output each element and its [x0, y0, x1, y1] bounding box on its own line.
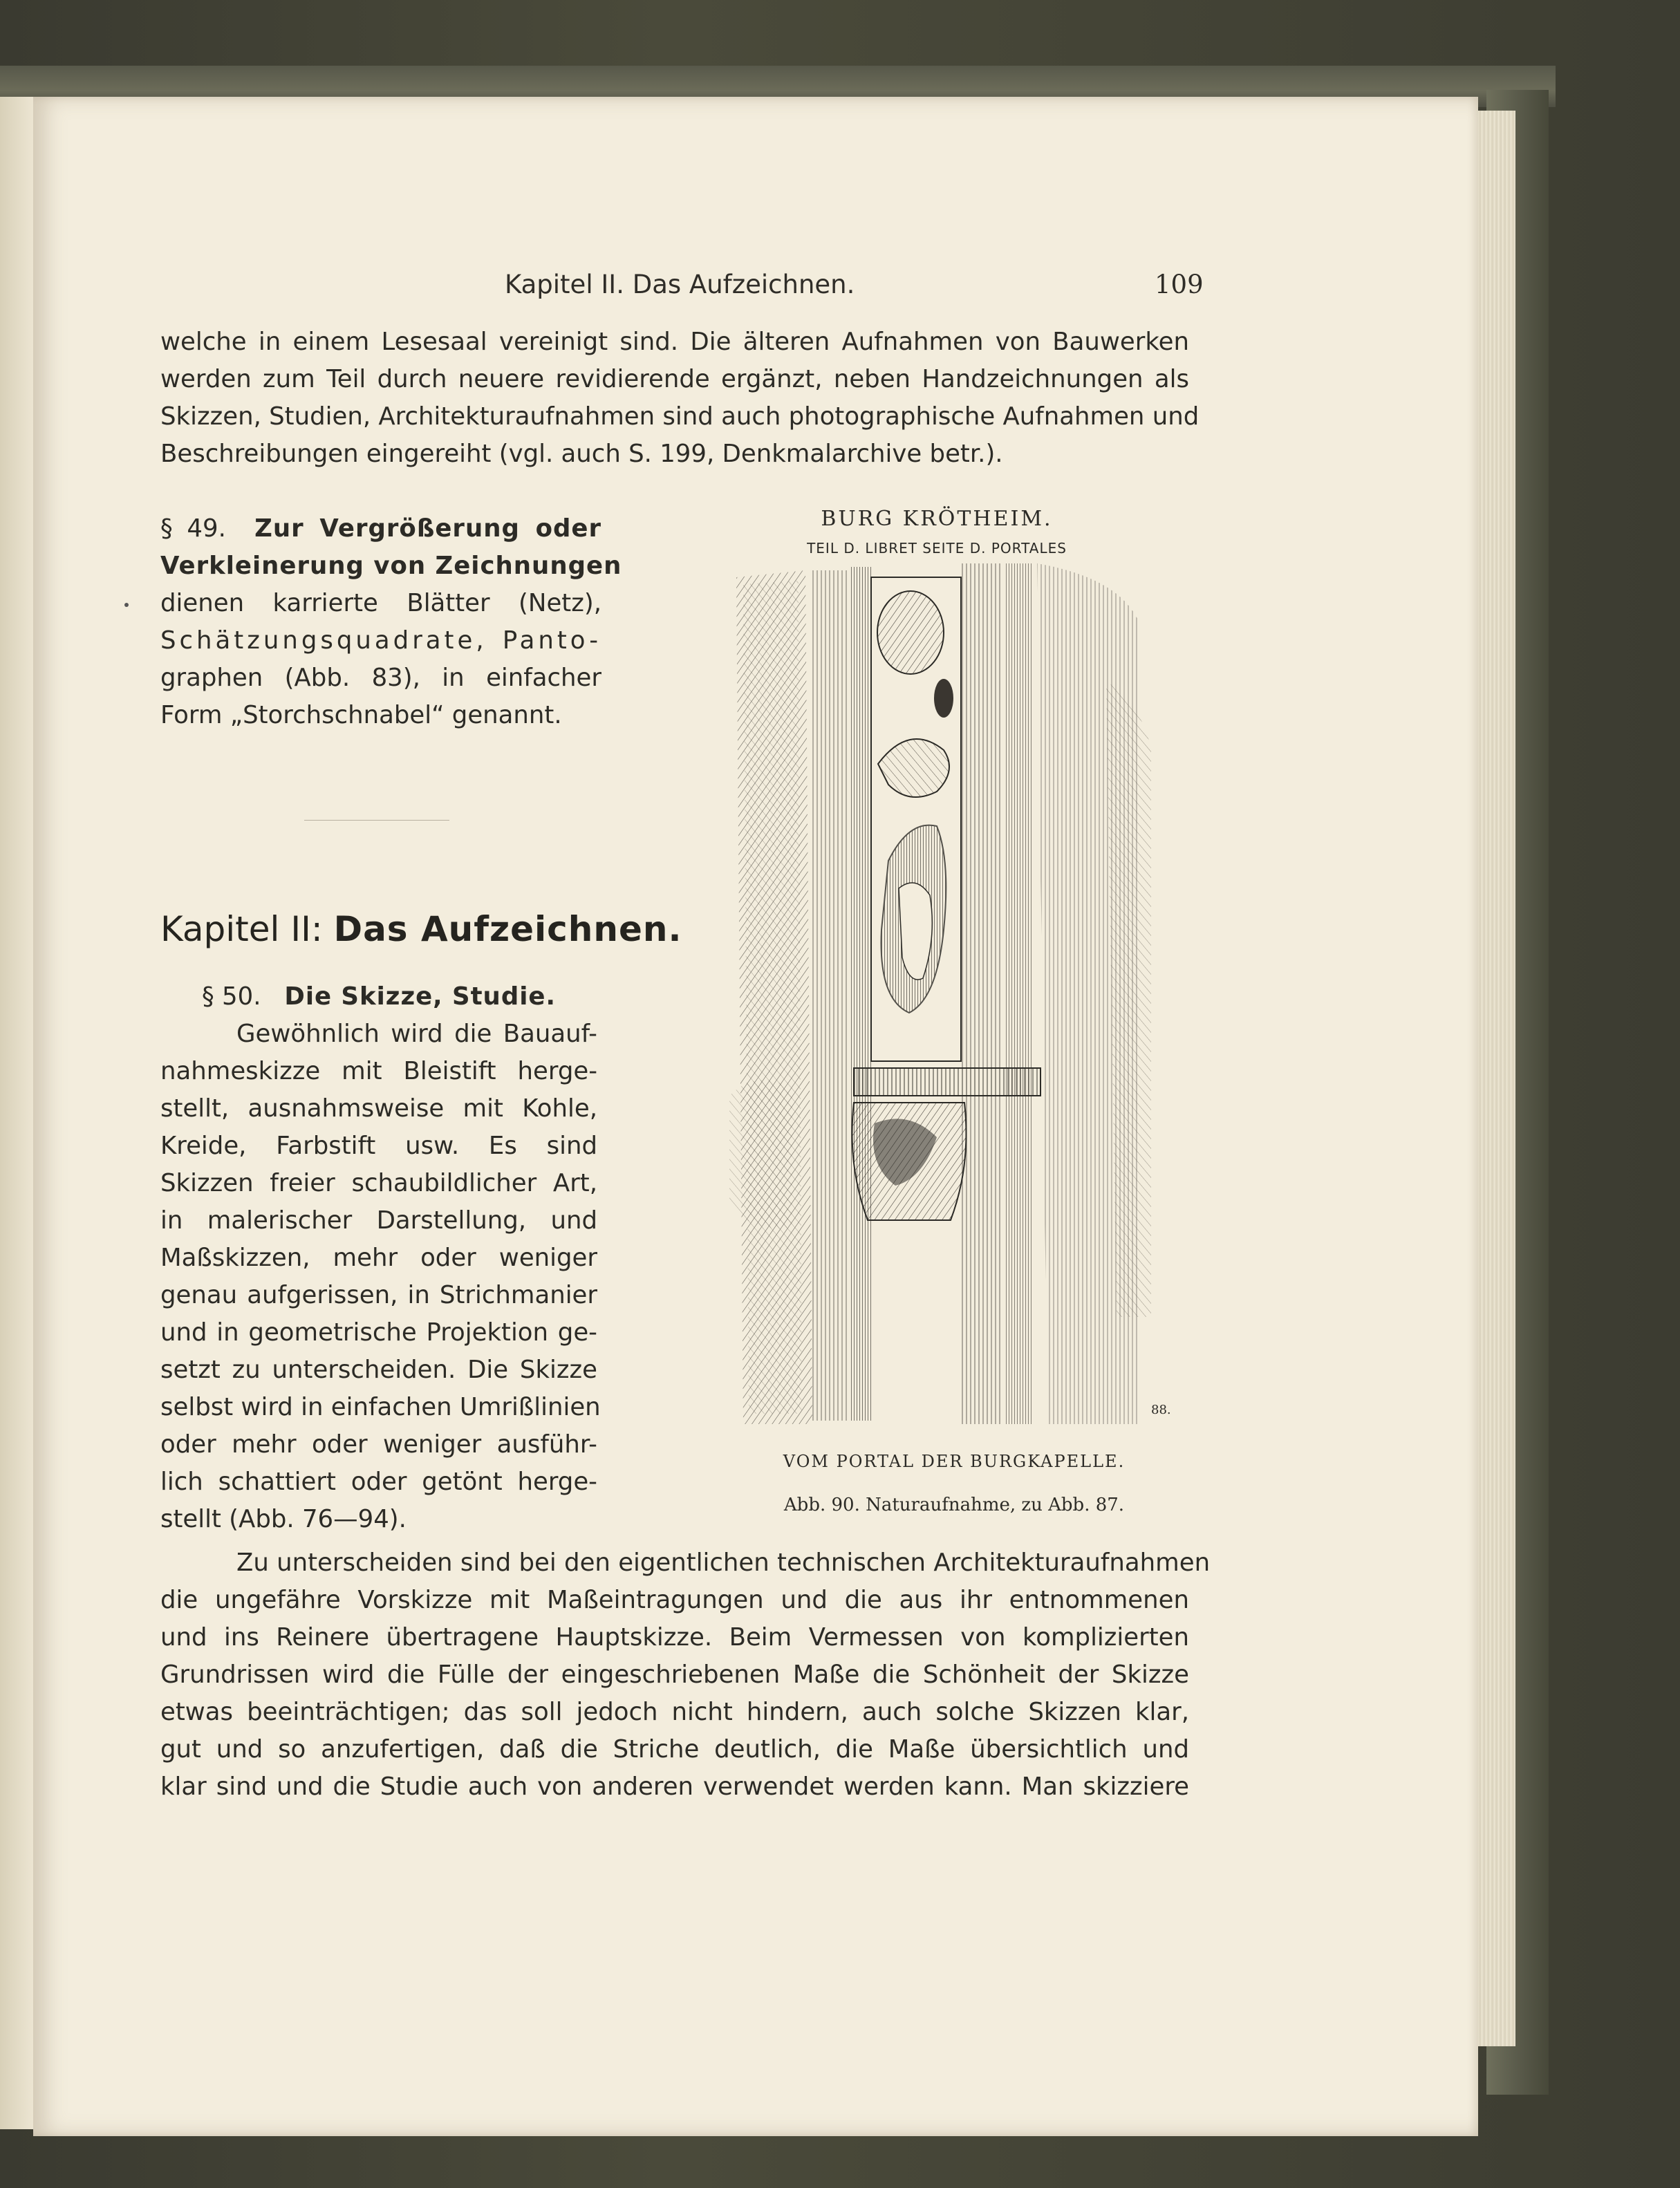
closing-line: Zu unterscheiden sind bei den eigentlichen technischen Architekturaufnahmen [236, 1549, 1211, 1577]
section-50-line: lich schattiert oder getönt herge- [160, 1468, 597, 1496]
closing-line: die ungefähre Vorskizze mit Maßeintragungen und die aus ihr entnommenen [160, 1586, 1189, 1614]
section-49-heading-part1: Zur Vergrößerung oder [254, 514, 601, 543]
running-head-title: Kapitel II. Das Aufzeichnen. [505, 270, 855, 299]
facing-page-edge [0, 97, 38, 2129]
section-50-line: Kreide, Farbstift usw. Es sind [160, 1132, 597, 1160]
section-50-line: Skizzen freier schaubildlicher Art, [160, 1169, 597, 1197]
section-50-line: stellt, ausnahmsweise mit Kohle, [160, 1094, 597, 1123]
section-49-line: Form „Storchschnabel“ genannt. [160, 701, 562, 729]
section-divider [304, 820, 449, 821]
portal-sketch-figure [729, 501, 1172, 1438]
section-49-line: dienen karrierte Blätter (Netz), [160, 589, 601, 617]
section-50-heading-line [160, 978, 597, 1016]
section-50-line: Gewöhnlich wird die Bauauf- [236, 1020, 597, 1048]
jamb-column-1 [812, 570, 847, 1421]
closing-line: etwas beeinträchtigen; das soll jedoch nicht hindern, auch solche Skizzen klar, [160, 1698, 1189, 1726]
drawing-title-line2: TEIL D. LIBRET SEITE D. PORTALES [807, 540, 1067, 557]
carved-head-ornament [877, 591, 944, 674]
jamb-column-3 [961, 563, 1002, 1424]
section-50 [160, 978, 601, 1538]
intro-line: Beschreibungen eingereiht (vgl. auch S. 199, Denkmalarchive betr.). [160, 440, 1003, 468]
section-50-line: selbst wird in einfachen Umrißlinien [160, 1393, 601, 1421]
figure-caption: Abb. 90. Naturaufnahme, zu Abb. 87. [783, 1495, 1125, 1515]
closing-paragraph [160, 1544, 1211, 1806]
section-50-line: setzt zu unterscheiden. Die Skizze [160, 1356, 597, 1384]
capital-abacus [854, 1068, 1040, 1096]
section-50-number: § 50. [202, 982, 261, 1011]
ground-shading [729, 1080, 792, 1228]
closing-line: und ins Reinere übertragene Hauptskizze. Beim Vermessen von komplizierten [160, 1623, 1189, 1652]
intro-line: welche in einem Lesesaal vereinigt sind. Die älteren Aufnahmen von Bauwerken [160, 328, 1189, 356]
section-50-line: oder mehr oder weniger ausführ- [160, 1430, 597, 1459]
section-49-heading-part2: Verkleinerung von Zeichnungen [160, 552, 622, 580]
chapter-prefix: Kapitel II: [160, 909, 334, 949]
chapter-title [160, 909, 682, 949]
drawing-title-line1: BURG KRÖTHEIM. [821, 507, 1053, 531]
left-wall-shading [743, 581, 802, 1414]
figure-subtitle-text: VOM PORTAL DER BURGKAPELLE. [783, 1452, 1126, 1471]
section-49-line: Schätzungsquadrate, Panto- [160, 626, 601, 655]
drawing-signature: 88. [1151, 1403, 1171, 1417]
section-49-heading-line [160, 510, 601, 548]
jamb-column-2 [850, 567, 871, 1421]
intro-paragraph [160, 324, 1200, 473]
jamb-column-4 [1006, 563, 1034, 1424]
section-49 [160, 510, 622, 734]
carved-scroll-ornament [878, 739, 949, 797]
intro-line: werden zum Teil durch neuere revidierende ergänzt, neben Handzeichnungen als [160, 365, 1189, 393]
section-49-number: § 49. [160, 514, 226, 543]
section-50-line: nahmeskizze mit Bleistift herge- [160, 1057, 597, 1085]
section-50-line: genau aufgerissen, in Strichmanier [160, 1281, 597, 1309]
closing-line: gut und so anzufertigen, daß die Striche deutlich, die Maße übersichtlich und [160, 1735, 1189, 1764]
section-50-line: stellt (Abb. 76—94). [160, 1505, 407, 1533]
section-50-line: Maßskizzen, mehr oder weniger [160, 1244, 597, 1272]
section-49-line: graphen (Abb. 83), in einfacher [160, 664, 601, 692]
section-50-heading: Die Skizze, Studie. [284, 982, 556, 1011]
page-number: 109 [1155, 270, 1204, 299]
chapter-name: Das Aufzeichnen. [333, 909, 682, 949]
carved-eye-ornament [934, 679, 953, 718]
page-stack-edges [1473, 111, 1515, 2046]
section-50-line: und in geometrische Projektion ge- [160, 1318, 597, 1347]
closing-line: klar sind und die Studie auch von anderen verwendet werden kann. Man skizziere [160, 1773, 1189, 1801]
closing-line: Grundrissen wird die Fülle der eingeschriebenen Maße die Schönheit der Skizze [160, 1661, 1189, 1689]
margin-dot [124, 603, 129, 607]
section-50-line: in malerischer Darstellung, und [160, 1206, 597, 1235]
intro-line: Skizzen, Studien, Architekturaufnahmen sind auch photographische Aufnahmen und [160, 402, 1200, 431]
